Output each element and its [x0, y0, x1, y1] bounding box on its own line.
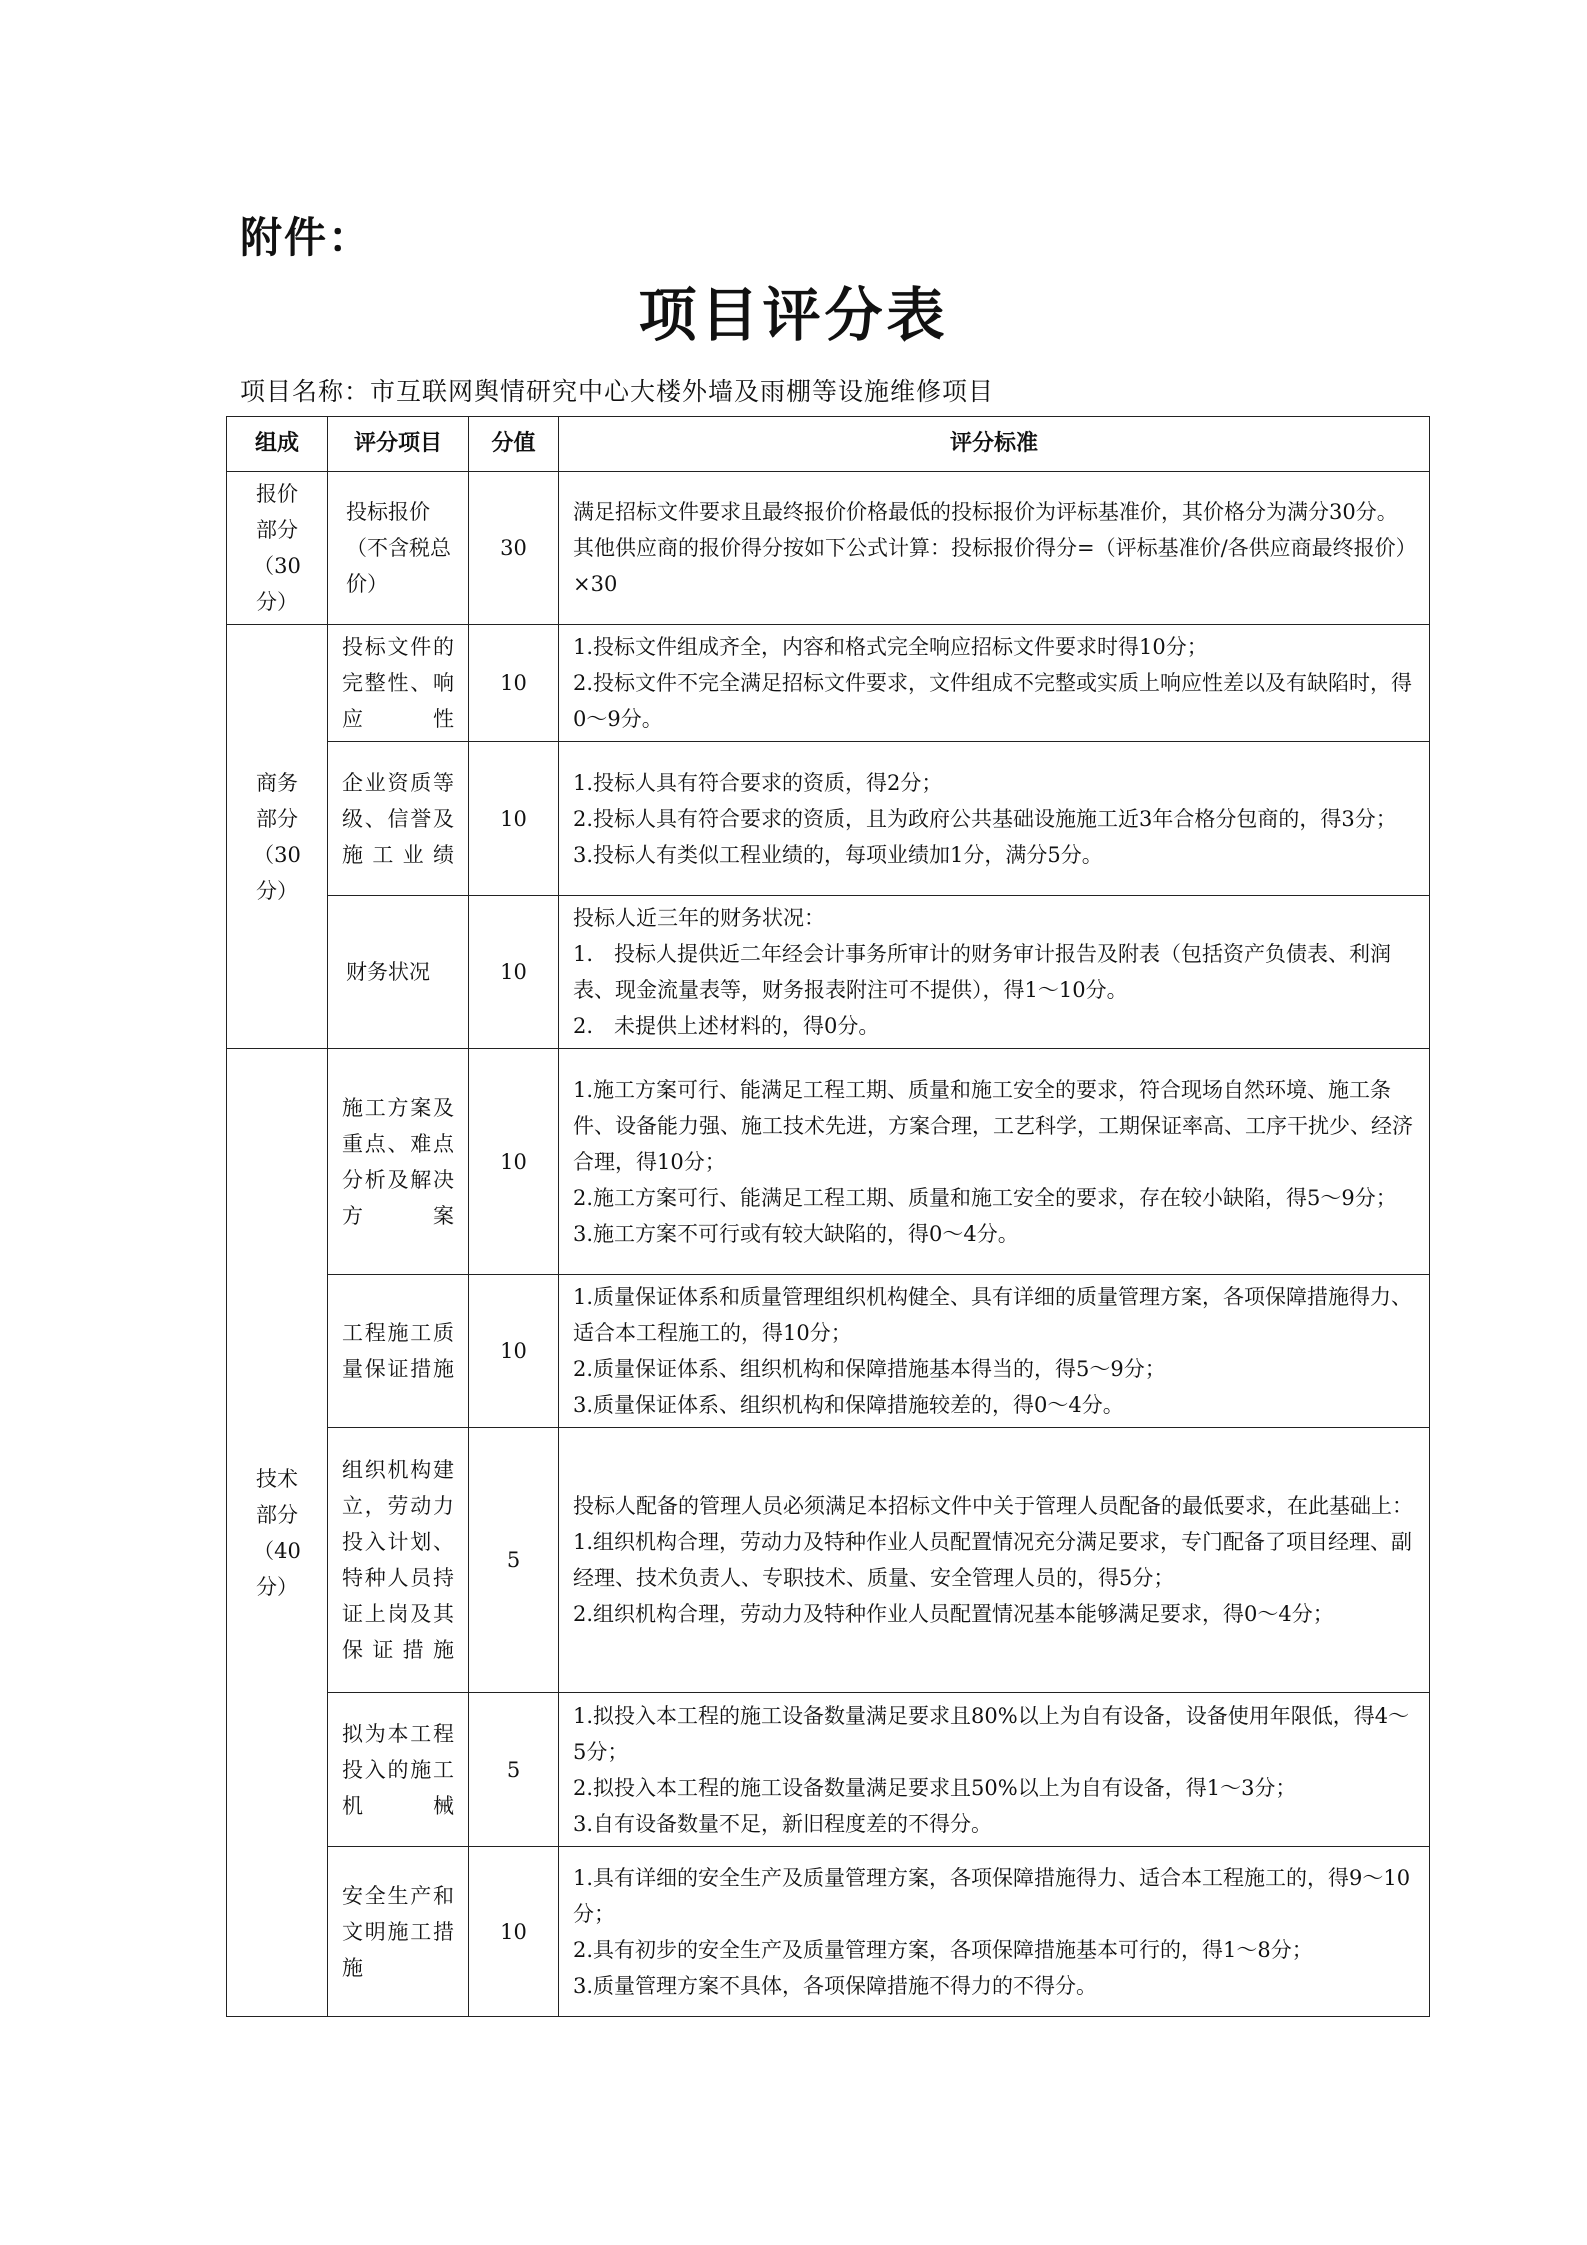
- group-cell: 报价部分（30分）: [227, 472, 328, 625]
- criteria-line: 2. 未提供上述材料的，得0分。: [573, 1014, 880, 1038]
- criteria-line: 1.投标文件组成齐全，内容和格式完全响应招标文件要求时得10分；: [573, 635, 1208, 659]
- criteria-line: 3.自有设备数量不足，新旧程度差的不得分。: [573, 1811, 993, 1836]
- criteria-line: 1.施工方案可行、能满足工程工期、质量和施工安全的要求，符合现场自然环境、施工条件、设备能力强、施工技术先进，方案合理，工艺科学，工期保证率高、工序干扰少、经济合理，得10分；: [573, 1077, 1413, 1174]
- score-cell: 10: [469, 1847, 559, 2017]
- criteria-line: 3.质量管理方案不具体，各项保障措施不得力的不得分。: [573, 1973, 1098, 1998]
- criteria-cell: [559, 896, 1430, 1049]
- criteria-line: 2.具有初步的安全生产及质量管理方案，各项保障措施基本可行的，得1～8分；: [573, 1937, 1313, 1962]
- criteria-line: 1. 投标人提供近二年经会计事务所审计的财务审计报告及附表（包括资产负债表、利润表、现金流量表等，财务报表附注可不提供），得1～10分。: [573, 942, 1392, 1002]
- item-cell: 施工方案及重点、难点分析及解决方案: [328, 1049, 469, 1275]
- criteria-line: 3.施工方案不可行或有较大缺陷的，得0～4分。: [573, 1221, 1019, 1246]
- table-header-row: [227, 417, 1430, 472]
- table-row: [227, 896, 1430, 1049]
- criteria-line: 2.投标人具有符合要求的资质，且为政府公共基础设施施工近3年合格分包商的，得3分；: [573, 806, 1397, 831]
- table-row: [227, 1428, 1430, 1693]
- criteria-line: 其他供应商的报价得分按如下公式计算：投标报价得分=（评标基准价/各供应商最终报价）×30: [573, 536, 1417, 596]
- criteria-line: 3.质量保证体系、组织机构和保障措施较差的，得0～4分。: [573, 1393, 1124, 1417]
- criteria-cell: [559, 625, 1430, 742]
- score-cell: 5: [469, 1693, 559, 1847]
- item-cell: 拟为本工程投入的施工机械: [328, 1693, 469, 1847]
- scoring-table: [226, 416, 1430, 2017]
- criteria-line: 2.组织机构合理，劳动力及特种作业人员配置情况基本能够满足要求，得0～4分；: [573, 1602, 1334, 1626]
- item-cell: 投标报价（不含税总价）: [328, 472, 469, 625]
- score-cell: 5: [469, 1428, 559, 1693]
- criteria-line: 3.投标人有类似工程业绩的，每项业绩加1分，满分5分。: [573, 842, 1103, 867]
- criteria-cell: [559, 742, 1430, 896]
- criteria-line: 2.拟投入本工程的施工设备数量满足要求且50%以上为自有设备，得1～3分；: [573, 1775, 1297, 1800]
- criteria-line: 投标人配备的管理人员必须满足本招标文件中关于管理人员配备的最低要求，在此基础上：: [573, 1494, 1413, 1518]
- group-cell: 商务部分（30分）: [227, 625, 328, 1049]
- item-cell: 工程施工质量保证措施: [328, 1275, 469, 1428]
- criteria-line: 投标人近三年的财务状况：: [573, 906, 825, 930]
- table-row: [227, 1693, 1430, 1847]
- score-cell: 10: [469, 625, 559, 742]
- criteria-cell: [559, 1428, 1430, 1693]
- criteria-line: 2.施工方案可行、能满足工程工期、质量和施工安全的要求，存在较小缺陷，得5～9分；: [573, 1185, 1397, 1210]
- score-cell: 30: [469, 472, 559, 625]
- criteria-line: 1.质量保证体系和质量管理组织机构健全、具有详细的质量管理方案，各项保障措施得力、适合本工程施工的，得10分；: [573, 1285, 1413, 1345]
- table-row: [227, 472, 1430, 625]
- table-row: [227, 625, 1430, 742]
- criteria-line: 1.组织机构合理，劳动力及特种作业人员配置情况充分满足要求，专门配备了项目经理、副经理、技术负责人、专职技术、质量、安全管理人员的，得5分；: [573, 1530, 1413, 1590]
- item-cell: 安全生产和文明施工措施: [328, 1847, 469, 2017]
- criteria-line: 1.具有详细的安全生产及质量管理方案，各项保障措施得力、适合本工程施工的，得9～10分；: [573, 1865, 1411, 1926]
- table-row: [227, 1847, 1430, 2017]
- item-cell: 企业资质等级、信誉及施工业绩: [328, 742, 469, 896]
- item-cell: 财务状况: [328, 896, 469, 1049]
- score-cell: 10: [469, 896, 559, 1049]
- criteria-cell: [559, 472, 1430, 625]
- header-score: 分值: [469, 417, 559, 472]
- score-cell: 10: [469, 742, 559, 896]
- header-item: 评分项目: [328, 417, 469, 472]
- attachment-label: 附件：: [240, 213, 373, 262]
- header-criteria: 评分标准: [559, 417, 1430, 472]
- table-row: [227, 742, 1430, 896]
- criteria-cell: [559, 1847, 1430, 2017]
- project-name-line: 项目名称：市互联网舆情研究中心大楼外墙及雨棚等设施维修项目: [240, 377, 995, 406]
- criteria-cell: [559, 1275, 1430, 1428]
- criteria-line: 1.拟投入本工程的施工设备数量满足要求且80%以上为自有设备，设备使用年限低，得4～5分；: [573, 1703, 1410, 1764]
- table-row: [227, 1275, 1430, 1428]
- score-cell: 10: [469, 1049, 559, 1275]
- criteria-line: 1.投标人具有符合要求的资质，得2分；: [573, 770, 943, 795]
- criteria-line: 2.质量保证体系、组织机构和保障措施基本得当的，得5～9分；: [573, 1357, 1166, 1381]
- criteria-line: 满足招标文件要求且最终报价价格最低的投标报价为评标基准价，其价格分为满分30分。: [573, 500, 1398, 524]
- group-cell: 技术部分（40分）: [227, 1049, 328, 2017]
- header-group: 组成: [227, 417, 328, 472]
- criteria-cell: [559, 1049, 1430, 1275]
- criteria-cell: [559, 1693, 1430, 1847]
- item-cell: 投标文件的完整性、响应性: [328, 625, 469, 742]
- item-cell: 组织机构建立，劳动力投入计划、特种人员持证上岗及其保证措施: [328, 1428, 469, 1693]
- page-title: 项目评分表: [638, 281, 949, 349]
- score-cell: 10: [469, 1275, 559, 1428]
- criteria-line: 2.投标文件不完全满足招标文件要求，文件组成不完整或实质上响应性差以及有缺陷时，得0～9分。: [573, 671, 1413, 731]
- table-row: [227, 1049, 1430, 1275]
